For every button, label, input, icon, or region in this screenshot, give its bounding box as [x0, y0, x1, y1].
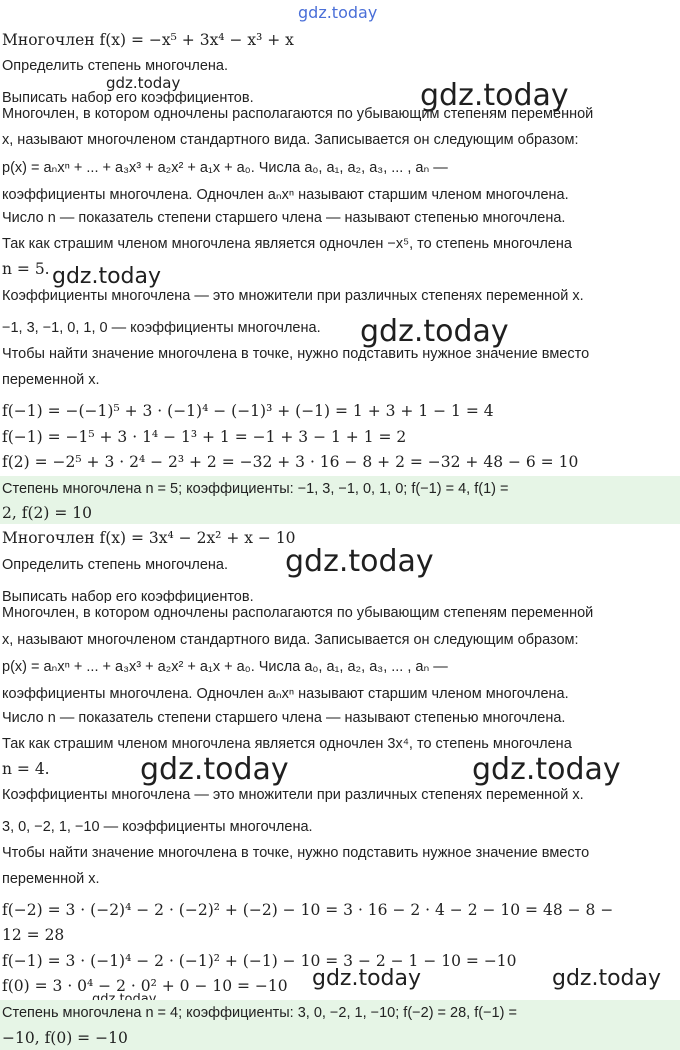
problem2-theory-line: коэффициенты многочлена. Одночлен aₙxⁿ называют старшим членом многочлена.	[2, 686, 569, 702]
problem1-theory-line: Число n — показатель степени старшего члена — называют степенью многочлена.	[2, 210, 566, 226]
problem1-theory-formula: p(x) = aₙxⁿ + ... + a₃x³ + a₂x² + a₁x + a₀. Числа a₀, a₁, a₂, a₃, ... , aₙ —	[2, 160, 448, 176]
watermark-top: gdz.today	[298, 3, 378, 22]
problem2-theory-line: Число n — показатель степени старшего члена — называют степенью многочлена.	[2, 710, 566, 726]
problem2-task-degree: Определить степень многочлена.	[2, 557, 229, 573]
problem2-answer-line: Степень многочлена n = 4; коэффициенты: 3, 0, −2, 1, −10; f(−2) = 28, f(−1) =	[2, 1005, 517, 1021]
problem2-eval-f-minus2: f(−2) = 3 · (−2)⁴ − 2 · (−2)² + (−2) − 10 = 3 · 16 − 2 · 4 − 2 − 10 = 48 − 8 −	[2, 901, 614, 919]
problem2-theory-line: Многочлен, в котором одночлены располагаются по убывающим степеням переменной	[2, 605, 594, 621]
problem2-eval-f-minus2-cont: 12 = 28	[2, 926, 65, 944]
problem2-degree-reason: Так как страшим членом многочлена является одночлен 3x⁴, то степень многочлена	[2, 736, 572, 752]
problem2-degree-value: n = 4.	[2, 760, 50, 778]
problem2-theory-line: x, называют многочленом стандартного вида. Записывается он следующим образом:	[2, 632, 579, 648]
watermark: gdz.today	[52, 264, 162, 289]
problem1-title: Многочлен f(x) = −x⁵ + 3x⁴ − x³ + x	[2, 31, 294, 49]
problem1-eval-f-minus1-alt: f(−1) = −1⁵ + 3 · 1⁴ − 1³ + 1 = −1 + 3 − 1 + 1 = 2	[2, 428, 407, 446]
problem2-theory-formula: p(x) = aₙxⁿ + ... + a₃x³ + a₂x² + a₁x + a₀. Числа a₀, a₁, a₂, a₃, ... , aₙ —	[2, 659, 448, 675]
problem1-answer-line: Степень многочлена n = 5; коэффициенты: −1, 3, −1, 0, 1, 0; f(−1) = 4, f(1) =	[2, 481, 509, 497]
watermark: gdz.today	[285, 544, 434, 579]
problem1-coeff-definition: Коэффициенты многочлена — это множители при различных степенях переменной x.	[2, 288, 584, 304]
problem1-coeff-list: −1, 3, −1, 0, 1, 0 — коэффициенты многочлена.	[2, 320, 321, 336]
problem1-theory-line: Многочлен, в котором одночлены располагаются по убывающим степеням переменной	[2, 106, 594, 122]
problem1-eval-text: Чтобы найти значение многочлена в точке, нужно подставить нужное значение вместо	[2, 346, 590, 362]
watermark: gdz.today	[420, 78, 569, 113]
problem2-eval-f-minus1: f(−1) = 3 · (−1)⁴ − 2 · (−1)² + (−1) − 10 = 3 − 2 − 1 − 10 = −10	[2, 952, 517, 970]
watermark: gdz.today	[106, 74, 181, 92]
problem1-eval-f-minus1: f(−1) = −(−1)⁵ + 3 · (−1)⁴ − (−1)³ + (−1) = 1 + 3 + 1 − 1 = 4	[2, 402, 494, 420]
watermark: gdz.today	[312, 966, 422, 991]
problem2-coeff-list: 3, 0, −2, 1, −10 — коэффициенты многочлена.	[2, 819, 313, 835]
problem1-task-degree: Определить степень многочлена.	[2, 58, 229, 74]
problem2-coeff-definition: Коэффициенты многочлена — это множители при различных степенях переменной x.	[2, 787, 584, 803]
problem2-answer-box	[0, 1000, 680, 1050]
watermark: gdz.today	[140, 752, 289, 787]
problem1-theory-line: x, называют многочленом стандартного вида. Записывается он следующим образом:	[2, 132, 579, 148]
watermark: gdz.today	[552, 966, 662, 991]
problem1-answer-box	[0, 476, 680, 524]
problem2-task-coeffs: Выписать набор его коэффициентов.	[2, 589, 254, 603]
problem1-theory-line: коэффициенты многочлена. Одночлен aₙxⁿ называют старшим членом многочлена.	[2, 187, 569, 203]
problem2-answer-line: −10, f(0) = −10	[2, 1029, 128, 1047]
problem1-answer-line: 2, f(2) = 10	[2, 504, 92, 522]
problem1-degree-value: n = 5.	[2, 260, 50, 278]
watermark: gdz.today	[360, 314, 509, 349]
problem1-eval-text: переменной x.	[2, 372, 100, 388]
problem2-eval-f0: f(0) = 3 · 0⁴ − 2 · 0² + 0 − 10 = −10	[2, 977, 288, 995]
watermark: gdz.today	[472, 752, 621, 787]
problem1-task-coeffs: Выписать набор его коэффициентов.	[2, 90, 254, 104]
problem1-eval-f2: f(2) = −2⁵ + 3 · 2⁴ − 2³ + 2 = −32 + 3 · 16 − 8 + 2 = −32 + 48 − 6 = 10	[2, 453, 579, 471]
problem2-eval-text: переменной x.	[2, 871, 100, 887]
problem1-degree-reason: Так как страшим членом многочлена является одночлен −x⁵, то степень многочлена	[2, 236, 572, 252]
problem2-eval-text: Чтобы найти значение многочлена в точке, нужно подставить нужное значение вместо	[2, 845, 590, 861]
problem2-title: Многочлен f(x) = 3x⁴ − 2x² + x − 10	[2, 529, 296, 547]
